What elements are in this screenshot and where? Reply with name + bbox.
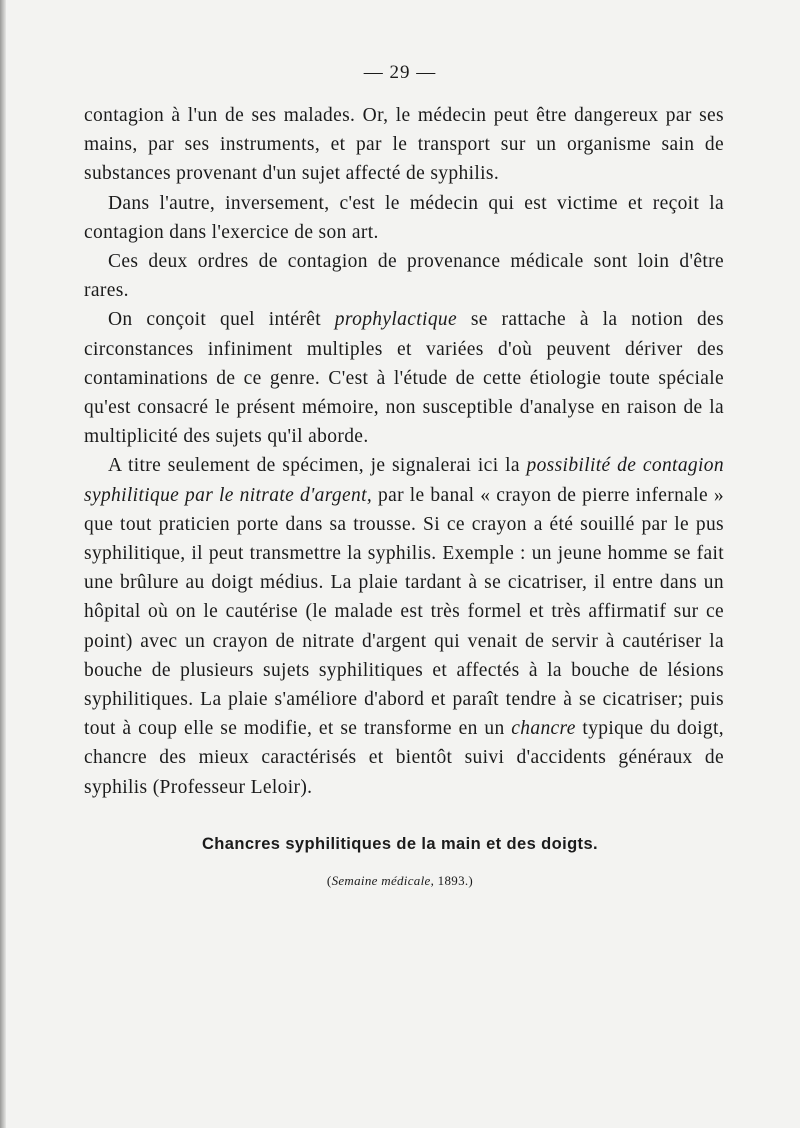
paragraph-text: contagion à l'un de ses malades. Or, le médecin peut être dangereux par ses mains, par ses instruments, et par le transport sur un organisme sain de substances provenant d'un sujet affecté de syphilis. xyxy=(84,105,724,185)
italic-text: possibilité de contagion syphilitique par le nitrate d'argent, xyxy=(84,455,724,506)
body-text xyxy=(84,101,724,802)
citation xyxy=(0,873,800,889)
paragraph-text: par le banal « crayon de pierre infernale » que tout praticien porte dans sa trousse. Si ce crayon a été souillé par le pus syphilitique, il peut transmettre la syphilis. Exemple : un jeune homme se fait une brûlure au doigt médius. La plaie tardant à se cicatriser, il entre dans un hôpital où on le cautérise (le malade est très formel et très affirmatif sur ce point) avec un crayon de nitrate d'argent qui venait de servir à cautériser la bouche de plusieurs sujets syphilitiques et affectés à la bouche de lésions syphilitiques. La plaie s'améliore d'abord et paraît tendre à se cicatriser; puis tout à coup elle se modifie, et se transforme en un xyxy=(84,484,724,740)
paragraph-text: A titre seulement de spécimen, je signalerai ici la xyxy=(108,455,527,477)
paragraph-text: Dans l'autre, inversement, c'est le médecin qui est victime et reçoit la contagion dans l'exercice de son art. xyxy=(84,192,724,243)
citation-journal: Semaine médicale, xyxy=(331,873,435,888)
paragraph xyxy=(84,101,724,189)
paragraph-text: typique du doigt, chancre des mieux caractérisés et bientôt suivi d'accidents généraux de syphilis (Professeur Leloir). xyxy=(84,718,724,798)
paragraph xyxy=(84,451,724,801)
italic-text: prophylactique xyxy=(334,309,458,331)
section-heading: Chancres syphilitiques de la main et des doigts. xyxy=(201,835,599,853)
paragraph xyxy=(84,247,724,305)
italic-text: chancre xyxy=(511,718,576,740)
citation-rest: 1893.) xyxy=(434,873,474,888)
paragraph-text: se rattache à la notion des circonstances infiniment multiples et variées d'où peuvent dériver des contaminations de ce genre. C'est à l'étude de cette étiologie toute spéciale qu'est consacré le présent mémoire, non susceptible d'analyse en raison de la multiplicité des sujets qu'il aborde. xyxy=(84,309,724,448)
paragraph xyxy=(84,305,724,451)
paragraph-text: Ces deux ordres de contagion de provenance médicale sont loin d'être rares. xyxy=(84,251,724,302)
citation-open: ( xyxy=(326,873,332,888)
paragraph-text: On conçoit quel intérêt xyxy=(108,309,335,331)
page-number: — 29 — xyxy=(363,62,437,83)
paragraph xyxy=(84,189,724,247)
